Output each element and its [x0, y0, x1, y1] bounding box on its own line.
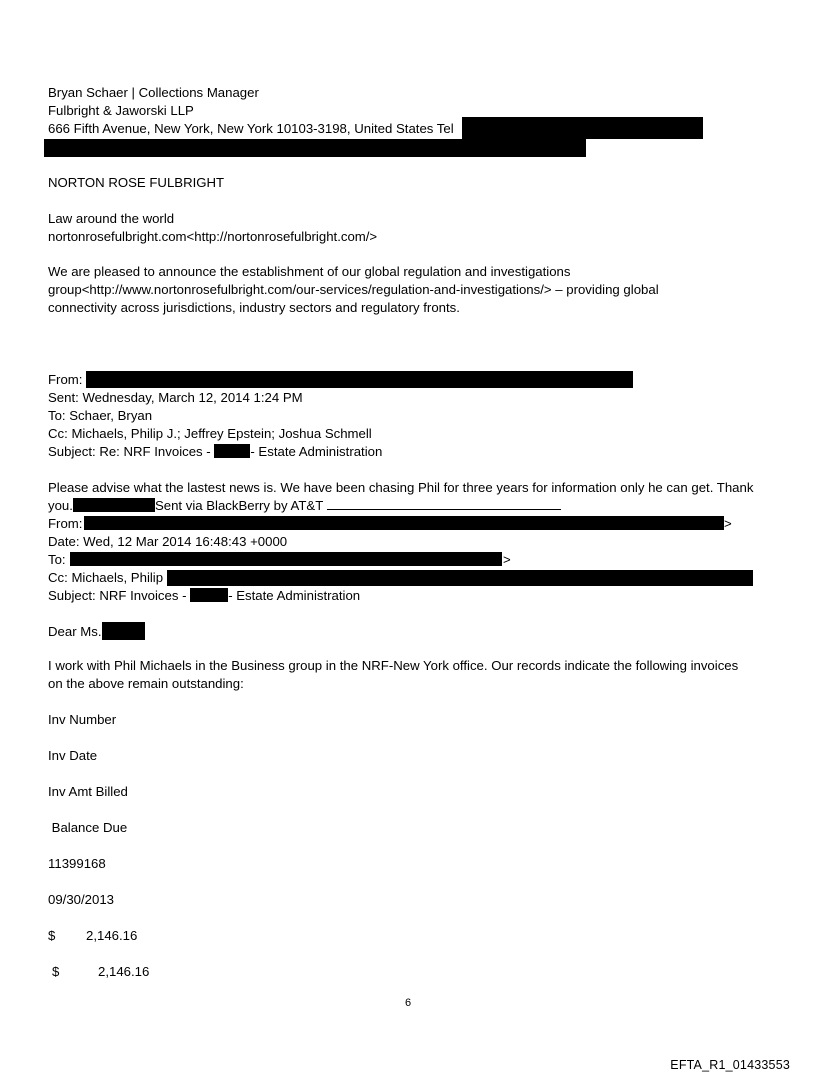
redaction-original-cc: [167, 570, 753, 586]
page-number: 6: [404, 997, 412, 1009]
invoice-header-date: Inv Date: [48, 748, 98, 763]
redaction-original-to: [70, 552, 502, 566]
original-subject: [48, 587, 360, 605]
reply-from-label: From:: [48, 372, 83, 387]
reply-to: To: Schaer, Bryan: [48, 408, 153, 423]
reply-sent: Sent: Wednesday, March 12, 2014 1:24 PM: [48, 390, 303, 405]
document-id: EFTA_R1_01433553: [670, 1058, 790, 1072]
announcement-line-1: We are pleased to announce the establishment of our global regulation and investigations: [48, 264, 571, 279]
signature-firm: Fulbright & Jaworski LLP: [48, 103, 194, 118]
original-date: Date: Wed, 12 Mar 2014 16:48:43 +0000: [48, 534, 288, 549]
original-cc: Cc: Michaels, Philip: [48, 570, 164, 585]
original-subject-prefix: Subject: NRF Invoices -: [48, 588, 187, 603]
reply-subject-suffix: - Estate Administration: [250, 444, 383, 459]
invoice-header-amount-billed: Inv Amt Billed: [48, 784, 128, 799]
tagline: Law around the world: [48, 211, 175, 226]
greeting-text: Dear Ms.: [48, 624, 102, 639]
redaction-phone: [462, 117, 703, 139]
invoice-number: 11399168: [48, 856, 106, 871]
original-to-end: >: [503, 552, 511, 567]
announcement-line-2: group<http://www.nortonrosefulbright.com/our-services/regulation-and-investigations/> – providing global: [48, 282, 659, 297]
redaction-reply-from: [86, 371, 633, 388]
signature-underline: [327, 497, 561, 510]
balance-due-value: 2,146.16: [98, 964, 150, 979]
redaction-reply-name: [73, 498, 155, 512]
reply-body-blackberry: Sent via BlackBerry by AT&T: [154, 498, 324, 513]
invoice-header-number: Inv Number: [48, 712, 117, 727]
redaction-original-from: [84, 516, 724, 530]
reply-body-line-2: [48, 497, 561, 515]
invoice-amount-billed: [48, 927, 137, 945]
redaction-signature-line: [44, 139, 586, 157]
reply-body-line-1: Please advise what the lastest news is. We have been chasing Phil for three years for information only he can get. Thank: [48, 480, 754, 495]
amount-billed-value: 2,146.16: [86, 928, 138, 943]
letter-greeting: [48, 622, 145, 641]
redaction-original-subject: [190, 588, 228, 602]
reply-subject-prefix: Subject: Re: NRF Invoices -: [48, 444, 211, 459]
invoice-balance-due: [52, 963, 149, 981]
letter-body-line-2: on the above remain outstanding:: [48, 676, 244, 691]
signature-address: 666 Fifth Avenue, New York, New York 10103-3198, United States Tel: [48, 121, 454, 136]
announcement-line-3: connectivity across jurisdictions, industry sectors and regulatory fronts.: [48, 300, 460, 315]
invoice-header-balance-due: Balance Due: [48, 820, 128, 835]
currency-symbol: $: [52, 964, 60, 979]
reply-cc: Cc: Michaels, Philip J.; Jeffrey Epstein; Joshua Schmell: [48, 426, 372, 441]
original-subject-suffix: - Estate Administration: [228, 588, 361, 603]
redaction-reply-subject: [214, 444, 250, 458]
signature-name-title: Bryan Schaer | Collections Manager: [48, 85, 259, 100]
invoice-date: 09/30/2013: [48, 892, 115, 907]
brand-name: NORTON ROSE FULBRIGHT: [48, 175, 225, 190]
currency-symbol: $: [48, 928, 56, 943]
letter-body-line-1: I work with Phil Michaels in the Business group in the NRF-New York office. Our records indicate the following invoices: [48, 658, 739, 673]
reply-body-you: you.: [48, 498, 73, 513]
original-from-end: >: [724, 516, 732, 531]
original-to-label: To:: [48, 552, 66, 567]
reply-subject: [48, 443, 382, 461]
original-from-label: From:: [48, 516, 83, 531]
redaction-recipient-name: [102, 622, 145, 640]
website-link: nortonrosefulbright.com<http://nortonrosefulbright.com/>: [48, 229, 378, 244]
